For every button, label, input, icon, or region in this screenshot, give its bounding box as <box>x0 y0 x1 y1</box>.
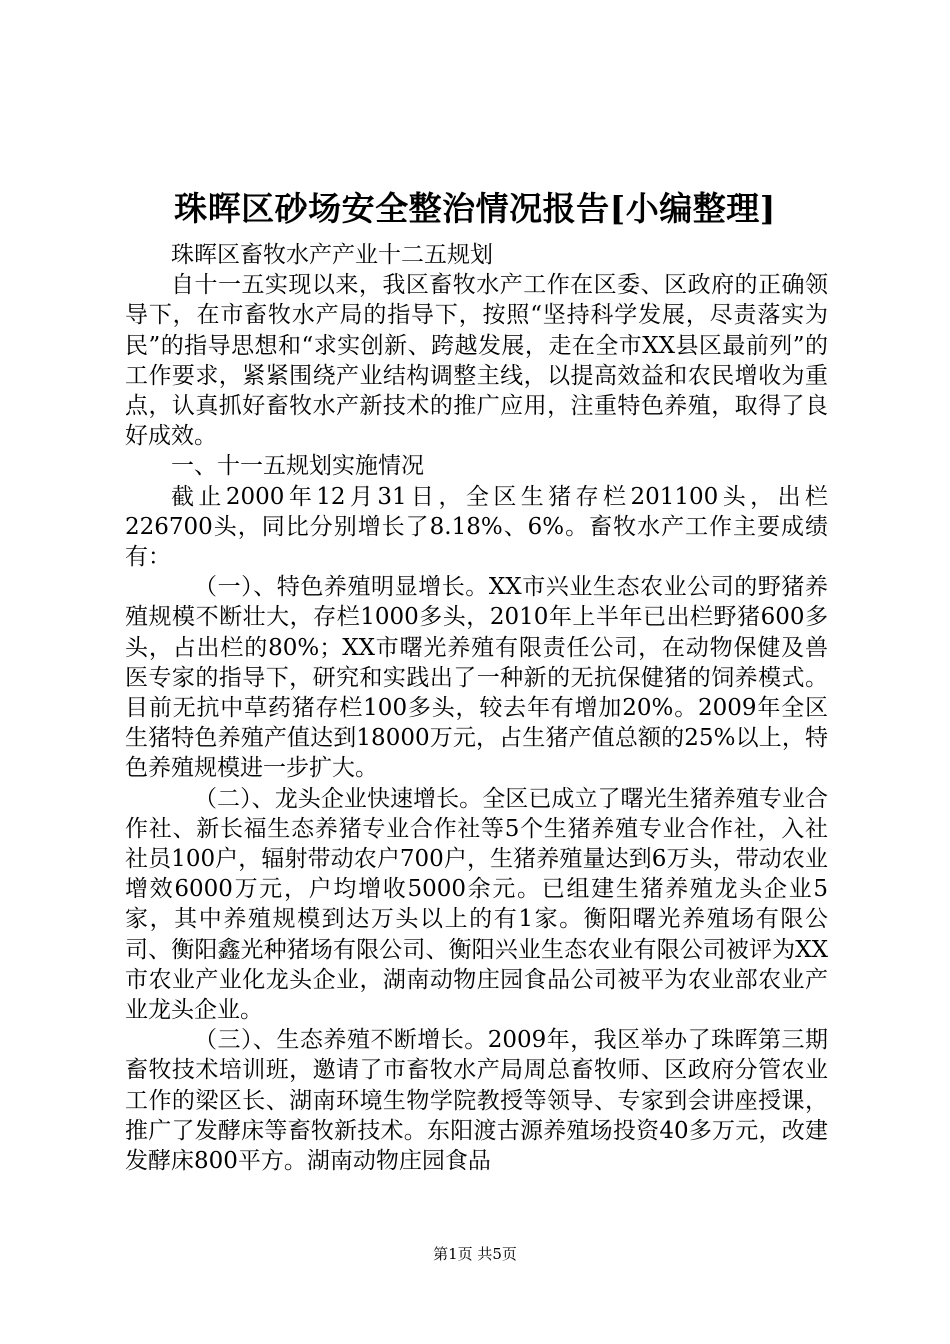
intro-paragraph: 自十一五实现以来，我区畜牧水产工作在区委、区政府的正确领导下，在市畜牧水产局的指导下，按照“坚持科学发展，尽责落实为民”的指导思想和“求实创新、跨越发展，走在全市XX县区最前列”的工作要求，紧紧围绕产业结构调整主线，以提高效益和农民增收为重点，认真抓好畜牧水产新技术的推广应用，注重特色养殖，取得了良好成效。 <box>125 272 828 450</box>
page-footer: 第1页 共5页 <box>433 1245 517 1263</box>
plan-subtitle: 珠晖区畜牧水产产业十二五规划 <box>171 242 493 268</box>
summary-paragraph: 截止2000年12月31日，全区生猪存栏201100头，出栏226700头，同比分别增长了8.18%、6%。畜牧水产工作主要成绩有： <box>125 483 828 571</box>
document-title: 珠晖区砂场安全整治情况报告[小编整理] <box>174 189 776 228</box>
section-heading: 一、十一五规划实施情况 <box>171 453 424 480</box>
document-body <box>125 240 828 1176</box>
item-paragraph-1: （一）、特色养殖明显增长。XX市兴业生态农业公司的野猪养殖规模不断壮大，存栏1000多头，2010年上半年已出栏野猪600多头，占出栏的80%；XX市曙光养殖有限责任公司，在动物保健及兽医专家的指导下，研究和实践出了一种新的无抗保健猪的饲养模式。目前无抗中草药猪存栏100多头，较去年有增加20%。2009年全区生猪特色养殖产值达到18000万元，占生猪产值总额的25%以上，特色养殖规模进一步扩大。 <box>125 574 828 782</box>
item-paragraph-2: （二）、龙头企业快速增长。全区已成立了曙光生猪养殖专业合作社、新长福生态养猪专业合作社等5个生猪养殖专业合作社，入社社员100户，辐射带动农户700户，生猪养殖量达到6万头，带动农业增效6000万元，户均增收5000余元。已组建生猪养殖龙头企业5家，其中养殖规模到达万头以上的有1家。衡阳曙光养殖场有限公司、衡阳鑫光种猪场有限公司、衡阳兴业生态农业有限公司被评为XX市农业产业化龙头企业，湖南动物庄园食品公司被平为农业部农业产业龙头企业。 <box>125 785 828 1024</box>
item-paragraph-3: （三）、生态养殖不断增长。2009年，我区举办了珠晖第三期畜牧技术培训班，邀请了市畜牧水产局周总畜牧师、区政府分管农业工作的梁区长、湖南环境生物学院教授等领导、专家到会讲座授课，推广了发酵床等畜牧新技术。东阳渡古源养殖场投资40多万元，改建发酵床800平方。湖南动物庄园食品 <box>125 1027 828 1175</box>
